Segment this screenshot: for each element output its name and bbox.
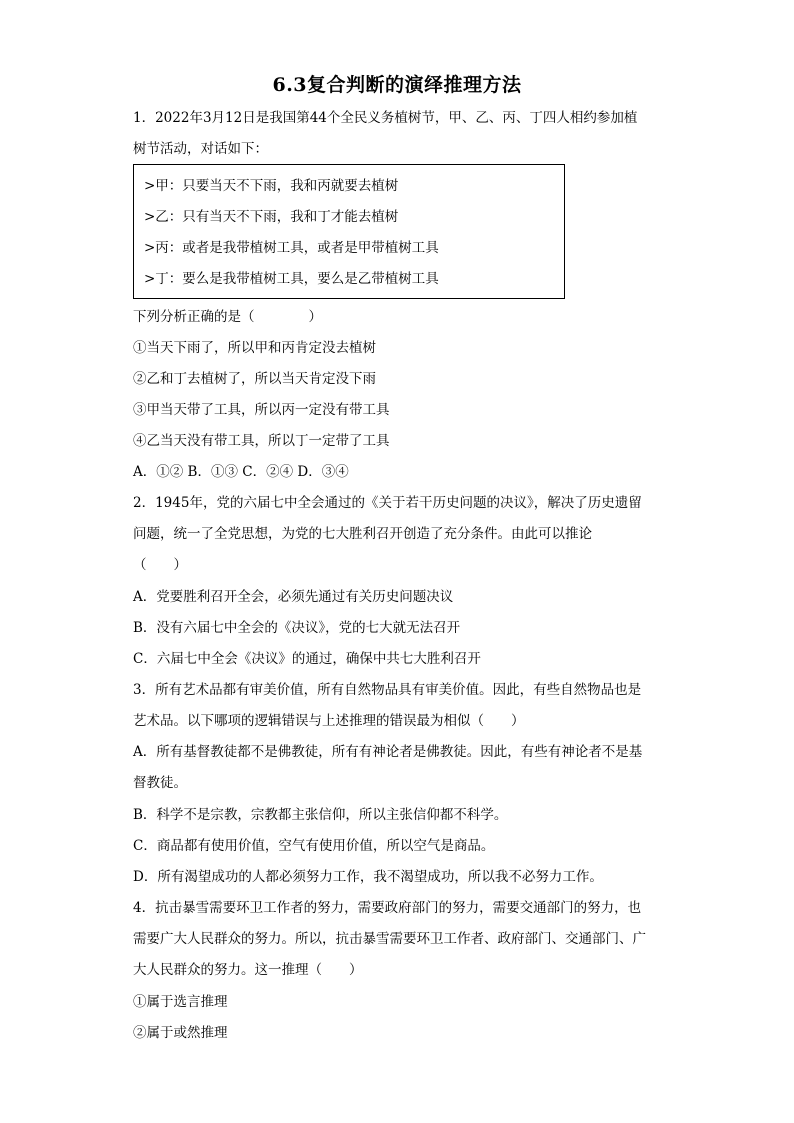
q1-item-2: ②乙和丁去植树了，所以当天肯定没下雨 bbox=[133, 371, 376, 387]
q4-stem-line3: 大人民群众的努力。这一推理（ ） bbox=[133, 962, 363, 978]
q2-option-b: B．没有六届七中全会的《决议》，党的七大就无法召开 bbox=[133, 620, 461, 636]
dialogue-line-yi: >乙：只有当天不下雨，我和丁才能去植树 bbox=[144, 209, 399, 225]
q3-stem-line2: 艺术品。以下哪项的逻辑错误与上述推理的错误最为相似（ ） bbox=[133, 713, 525, 729]
dialogue-line-ding: >丁：要么是我带植树工具，要么是乙带植树工具 bbox=[144, 271, 439, 287]
q1-stem-line2: 树节活动，对话如下： bbox=[133, 141, 268, 157]
q3-option-b: B．科学不是宗教，宗教都主张信仰，所以主张信仰都不科学。 bbox=[133, 807, 508, 823]
q1-options: A．①② B．①③ C．②④ D．③④ bbox=[133, 464, 349, 480]
q1-dialogue-box bbox=[133, 164, 565, 299]
q4-stem-line1: 4．抗击暴雪需要环卫工作者的努力，需要政府部门的努力，需要交通部门的努力，也 bbox=[133, 900, 642, 916]
q1-item-4: ④乙当天没有带工具，所以丁一定带了工具 bbox=[133, 433, 390, 449]
q3-option-d: D．所有渴望成功的人都必须努力工作，我不渴望成功，所以我不必努力工作。 bbox=[133, 869, 603, 885]
q2-stem-line1: 2．1945年，党的六届七中全会通过的《关于若干历史问题的决议》，解决了历史遗留 bbox=[133, 495, 642, 511]
q2-option-a: A．党要胜利召开全会，必须先通过有关历史问题决议 bbox=[133, 589, 454, 605]
q3-option-a-line1: A．所有基督教徒都不是佛教徒，所有有神论者是佛教徒。因此，有些有神论者不是基 bbox=[133, 744, 643, 760]
q4-stem-line2: 需要广大人民群众的努力。所以，抗击暴雪需要环卫工作者、政府部门、交通部门、广 bbox=[133, 931, 646, 947]
q1-prompt: 下列分析正确的是（ ） bbox=[133, 309, 322, 325]
q4-item-1: ①属于选言推理 bbox=[133, 994, 228, 1010]
page-title: 6.3复合判断的演绎推理方法 bbox=[272, 74, 522, 96]
q1-stem-line1: 1．2022年3月12日是我国第44个全民义务植树节，甲、乙、丙、丁四人相约参加植 bbox=[133, 110, 638, 126]
q3-stem-line1: 3．所有艺术品都有审美价值，所有自然物品具有审美价值。因此，有些自然物品也是 bbox=[133, 682, 642, 698]
q3-option-a-line2: 督教徒。 bbox=[133, 775, 187, 791]
q2-stem-line3: （ ） bbox=[133, 557, 187, 573]
dialogue-line-bing: >丙：或者是我带植树工具，或者是甲带植树工具 bbox=[144, 240, 439, 256]
q2-option-c: C．六届七中全会《决议》的通过，确保中共七大胜利召开 bbox=[133, 651, 481, 667]
q1-item-3: ③甲当天带了工具，所以丙一定没有带工具 bbox=[133, 402, 390, 418]
q2-stem-line2: 问题，统一了全党思想，为党的七大胜利召开创造了充分条件。由此可以推论 bbox=[133, 526, 592, 542]
q3-option-c: C．商品都有使用价值，空气有使用价值，所以空气是商品。 bbox=[133, 838, 495, 854]
q1-item-1: ①当天下雨了，所以甲和丙肯定没去植树 bbox=[133, 340, 376, 356]
dialogue-line-jia: >甲：只要当天不下雨，我和丙就要去植树 bbox=[144, 178, 399, 194]
q4-item-2: ②属于或然推理 bbox=[133, 1025, 228, 1041]
